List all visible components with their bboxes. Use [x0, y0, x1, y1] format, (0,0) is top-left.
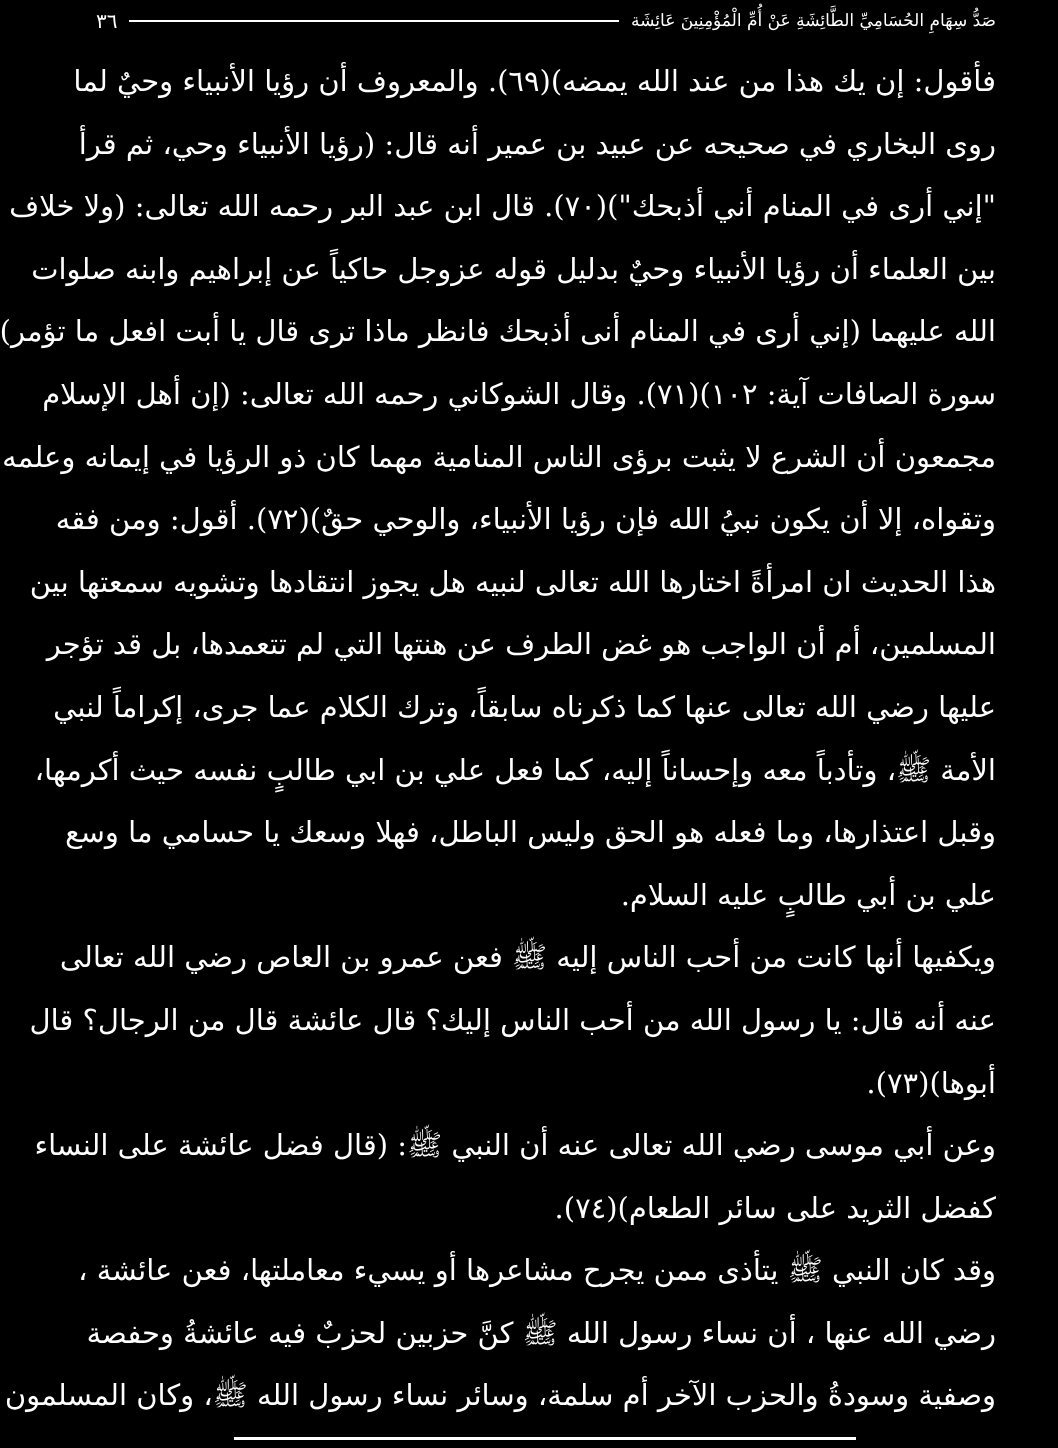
text-line: هذا الحديث ان امرأةً اختارها الله تعالى لنبيه هل يجوز انتقادها وتشويه سمعتها بين: [29, 564, 996, 599]
text-line: سورة الصافات آية: ١٠٢)(٧١). وقال الشوكاني رحمه الله تعالى: (إن أهل الإسلام: [42, 376, 996, 411]
text-line: وتقواه، إلا أن يكون نبيُ الله فإن رؤيا الأنبياء، والوحي حقٌ)(٧٢). أقول: ومن فقه: [55, 502, 996, 537]
text-line: عنه أنه قال: يا رسول الله من أحب الناس إليك؟ قال عائشة قال من الرجال؟ قال: [29, 1002, 996, 1037]
text-line: وعن أبي موسى رضي الله تعالى عنه أن النبي ﷺ: (قال فضل عائشة على النساء: [34, 1128, 996, 1163]
text-line: الله عليهما (إني أرى في المنام أنى أذبحك فانظر ماذا ترى قال يا أبت افعل ما تؤمر): [0, 314, 996, 349]
footnote-divider: [234, 1437, 856, 1440]
text-line: علي بن أبي طالبٍ عليه السلام.: [620, 877, 996, 912]
text-line: "إني أرى في المنام أني أذبحك")(٧٠). قال ابن عبد البر رحمه الله تعالى: (ولا خلاف: [9, 189, 996, 224]
text-line: وقبل اعتذارها، وما فعله هو الحق وليس الباطل، فهلا وسعك يا حسامي ما وسع: [65, 815, 996, 850]
text-line: بين العلماء أن رؤيا الأنبياء وحيٌ بدليل قوله عزوجل حاكياً عن إبراهيم وابنه صلوات: [31, 251, 996, 286]
text-line: روى البخاري في صحيحه عن عبيد بن عمير أنه قال: (رؤيا الأنبياء وحي، ثم قرأ: [78, 126, 996, 161]
text-line: كفضل الثريد على سائر الطعام)(٧٤).: [554, 1190, 996, 1225]
page-body: [0, 50, 996, 1427]
header-divider: [129, 20, 619, 22]
text-line: فأقول: إن يك هذا من عند الله يمضه)(٦٩). والمعروف أن رؤيا الأنبياء وحيٌ لما: [73, 64, 996, 98]
text-line: وصفية وسودةُ والحزب الآخر أم سلمة، وسائر نساء رسول الله ﷺ، وكان المسلمون: [4, 1378, 996, 1413]
text-line: المسلمين، أم أن الواجب هو غض الطرف عن هنتها التي لم تتعمدها، بل قد تؤجر: [46, 627, 996, 662]
text-line: أبوها)(٧٣).: [866, 1065, 996, 1100]
text-line: عليها رضي الله تعالى عنها كما ذكرناه سابقاً، وترك الكلام عما جرى، إكراماً لنبي: [53, 689, 996, 724]
text-line: رضي الله عنها ، أن نساء رسول الله ﷺ كنَّ حزبين لحزبٌ فيه عائشةُ وحفصة: [86, 1315, 996, 1350]
page-number: ٣٦: [96, 9, 118, 33]
text-line: وقد كان النبي ﷺ يتأذى ممن يجرح مشاعرها أو يسيء معاملتها، فعن عائشة ،: [78, 1253, 996, 1288]
text-line: ويكفيها أنها كانت من أحب الناس إليه ﷺ فعن عمرو بن العاص رضي الله تعالى: [59, 940, 996, 975]
running-title: صَدُّ سِهَامِ الحُسَامِيِّ الطَّائِشَةِ عَنْ أُمِّ الْمُؤْمِنِينَ عَائِشَة: [631, 11, 996, 31]
text-line: الأمة ﷺ، وتأدباً معه وإحساناً إليه، كما فعل علي بن ابي طالبٍ نفسه حيث أكرمها،: [34, 752, 996, 787]
text-line: مجمعون أن الشرع لا يثبت برؤى الناس المنامية مهما كان ذو الرؤيا في إيمانه وعلمه: [2, 439, 996, 474]
page-header: [96, 6, 996, 36]
